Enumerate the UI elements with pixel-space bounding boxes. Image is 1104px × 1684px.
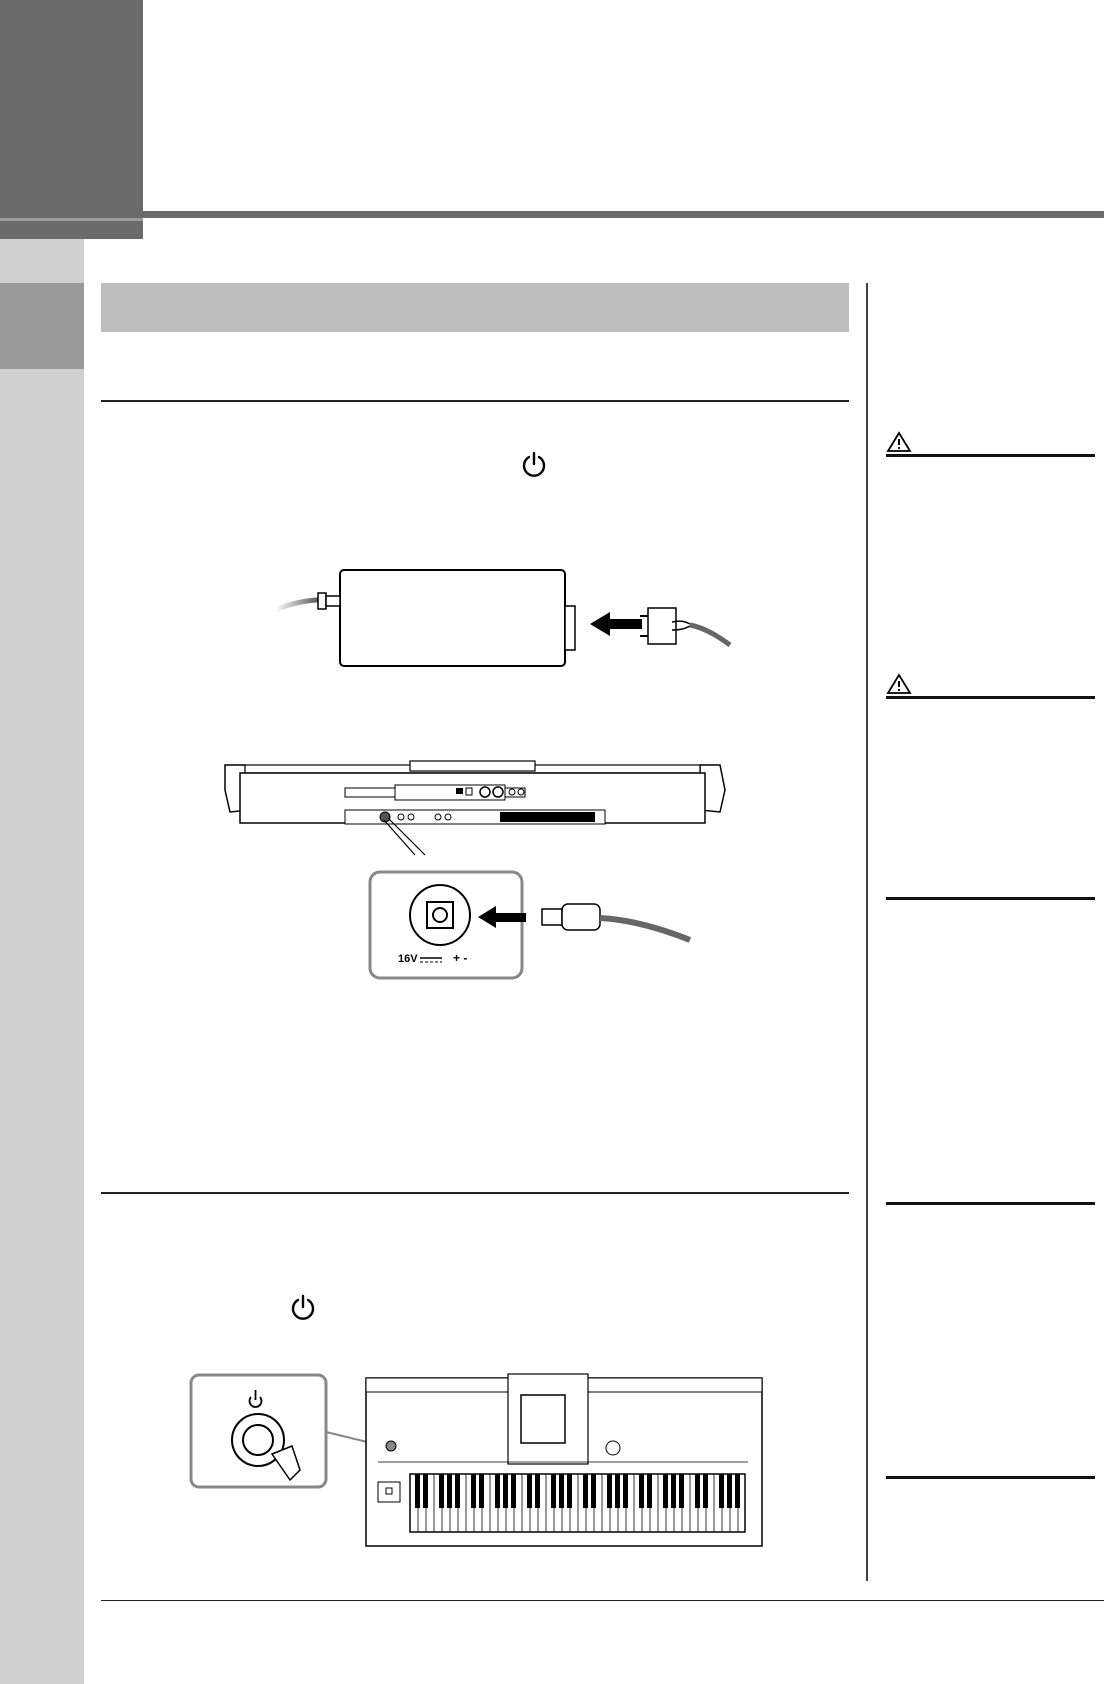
caution-rule-2 [886,696,1095,699]
subsection-rule-power-supply [101,400,849,402]
note-rule-3 [886,1476,1095,1479]
footer-rule [101,1600,1104,1601]
rear-panel-illustration [220,760,730,980]
chapter-block [0,0,143,211]
header-rule-light [0,218,143,221]
left-margin-band [0,239,84,1684]
warning-triangle-icon [886,673,912,695]
header-rule [143,211,1104,218]
polarity-label: + - [453,951,468,965]
power-icon [521,451,547,477]
dc-voltage-label: 16V [398,953,418,965]
note-rule-2 [886,1202,1095,1205]
note-rule-1 [886,897,1095,900]
front-panel-illustration [188,1370,763,1550]
sidebar-divider [866,283,868,1581]
caution-rule-1 [886,454,1095,457]
chapter-tab [0,283,84,369]
subsection-rule-turning-on [101,1192,849,1194]
section-title-bar [101,283,849,332]
power-icon [290,1294,316,1320]
ac-adaptor-illustration [270,560,680,670]
power-cord-illustration [672,600,732,650]
chapter-block-foot [0,211,143,239]
warning-triangle-icon [886,431,912,453]
